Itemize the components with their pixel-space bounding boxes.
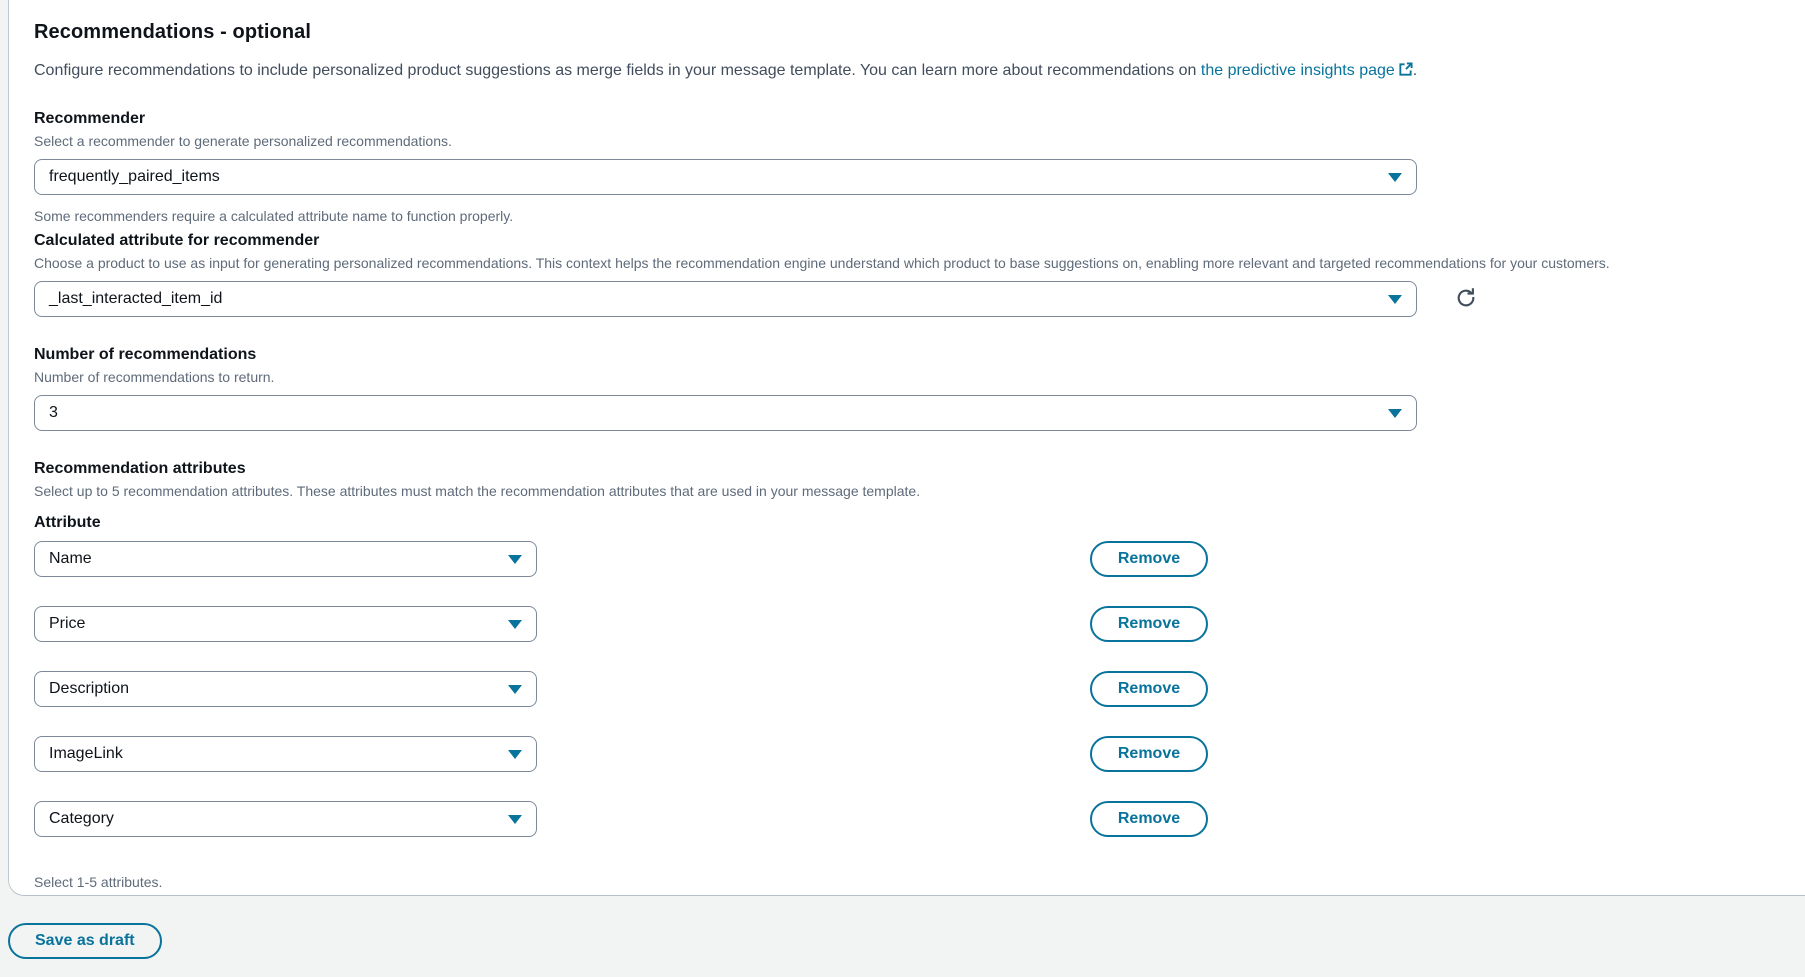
caret-down-icon (508, 815, 522, 824)
attribute-row (34, 801, 1781, 837)
attribute-select-value: ImageLink (49, 745, 123, 762)
refresh-icon (1455, 287, 1477, 312)
description-prefix: Configure recommendations to include personalized product suggestions as merge fields in your message template. You can learn more about recommendations on (34, 62, 1201, 79)
caret-down-icon (1388, 409, 1402, 418)
attribute-row (34, 671, 1781, 707)
remove-attribute-button[interactable]: Remove (1090, 606, 1208, 642)
attribute-row (34, 541, 1781, 577)
form-footer (0, 896, 1805, 959)
attribute-select-value: Name (49, 550, 92, 567)
attribute-select-value: Category (49, 810, 114, 827)
caret-down-icon (508, 685, 522, 694)
recommendation-attributes-section (34, 459, 1781, 891)
calculated-attribute-field (34, 231, 1781, 317)
attribute-select-category[interactable] (34, 801, 537, 837)
attribute-select-description[interactable] (34, 671, 537, 707)
attribute-column-label: Attribute (34, 514, 101, 531)
recommender-constraint: Some recommenders require a calculated attribute name to function properly. (34, 208, 514, 224)
attribute-select-price[interactable] (34, 606, 537, 642)
calculated-attribute-select[interactable] (34, 281, 1417, 317)
number-of-recommendations-field (34, 345, 1781, 431)
attributes-constraint: Select 1-5 attributes. (34, 874, 163, 890)
attribute-select-value: Price (49, 615, 86, 632)
recommender-select-value: frequently_paired_items (49, 168, 220, 185)
predictive-insights-link-label: the predictive insights page (1200, 62, 1395, 79)
refresh-button[interactable] (1454, 287, 1478, 311)
remove-attribute-button[interactable]: Remove (1090, 671, 1208, 707)
caret-down-icon (1388, 295, 1402, 304)
attribute-row (34, 606, 1781, 642)
calculated-attribute-label: Calculated attribute for recommender (34, 232, 320, 249)
calculated-attribute-description: Choose a product to use as input for generating personalized recommendations. This context helps the recommendation engine understand which product to base suggestions on, enabling more relevant and targeted recommendations for your customers. (34, 255, 1610, 271)
description-suffix: . (1412, 62, 1418, 79)
attribute-select-imagelink[interactable] (34, 736, 537, 772)
calculated-attribute-select-value: _last_interacted_item_id (49, 290, 223, 307)
caret-down-icon (508, 555, 522, 564)
page-title: Recommendations - optional (34, 21, 312, 43)
recommender-label: Recommender (34, 110, 146, 127)
recommender-field (34, 109, 1781, 225)
caret-down-icon (508, 620, 522, 629)
number-of-recommendations-description: Number of recommendations to return. (34, 369, 275, 385)
remove-attribute-button[interactable]: Remove (1090, 736, 1208, 772)
remove-attribute-button[interactable]: Remove (1090, 541, 1208, 577)
recommendation-attributes-heading: Recommendation attributes (34, 460, 246, 477)
attribute-select-name[interactable] (34, 541, 537, 577)
external-link-icon (1398, 62, 1413, 83)
recommender-description: Select a recommender to generate personalized recommendations. (34, 133, 452, 149)
number-of-recommendations-select[interactable] (34, 395, 1417, 431)
attribute-row (34, 736, 1781, 772)
number-of-recommendations-select-value: 3 (49, 404, 58, 421)
recommender-select[interactable] (34, 159, 1417, 195)
recommendations-panel (8, 0, 1805, 896)
recommendation-attributes-description: Select up to 5 recommendation attributes. These attributes must match the recommendation attributes that are used in your message template. (34, 483, 921, 499)
save-as-draft-button[interactable]: Save as draft (8, 923, 162, 959)
predictive-insights-link[interactable] (1201, 62, 1413, 79)
number-of-recommendations-label: Number of recommendations (34, 346, 257, 363)
caret-down-icon (508, 750, 522, 759)
remove-attribute-button[interactable]: Remove (1090, 801, 1208, 837)
attribute-select-value: Description (49, 680, 130, 697)
section-description (34, 61, 1781, 83)
caret-down-icon (1388, 173, 1402, 182)
